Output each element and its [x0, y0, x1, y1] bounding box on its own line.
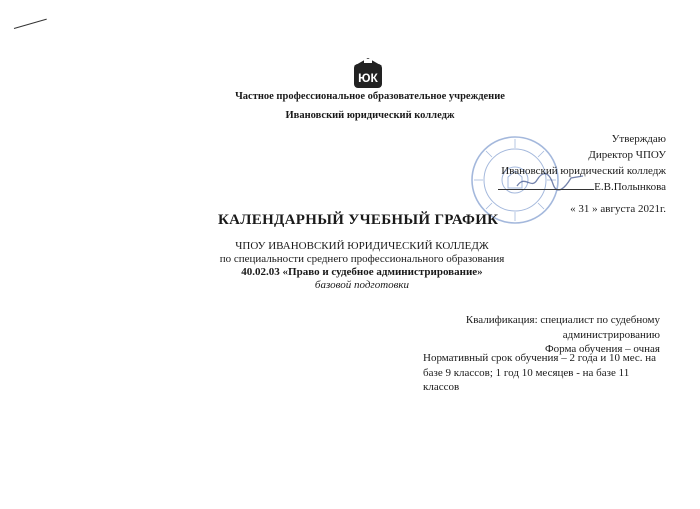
- qualification-line-1: Квалификация: специалист по судебному: [465, 314, 660, 326]
- organization-name: Ивановский юридический колледж: [285, 110, 455, 121]
- organization-type: Частное профессиональное образовательное учреждение: [235, 91, 505, 102]
- svg-text:ЮК: ЮК: [358, 71, 378, 85]
- approval-label: Утверждаю: [611, 133, 666, 145]
- approval-block: [498, 131, 666, 217]
- approval-institution: Ивановский юридический колледж: [501, 165, 666, 177]
- approval-signature-line: [498, 179, 666, 195]
- college-logo: [351, 56, 385, 90]
- approval-date: « 31 » августа 2021г.: [570, 203, 666, 215]
- specialty-line: 40.02.03 «Право и судебное администрирование»: [241, 266, 483, 278]
- qualification-line-2: администрированию: [562, 328, 660, 341]
- signature-line: [498, 179, 594, 190]
- program-block: [212, 240, 512, 292]
- program-line: по специальности среднего профессионального образования: [219, 253, 505, 265]
- normative-term: Нормативный срок обучения – 2 года и 10 мес. на базе 9 классов; 1 год 10 месяцев - на базе 11 классов: [423, 352, 657, 393]
- scan-mark: [14, 19, 47, 29]
- approval-position: Директор ЧПОУ: [588, 149, 666, 161]
- qualification-block: [466, 313, 660, 357]
- training-level: базовой подготовки: [314, 279, 410, 291]
- institution-line: ЧПОУ ИВАНОВСКИЙ ЮРИДИЧЕСКИЙ КОЛЛЕДЖ: [235, 240, 489, 252]
- study-form: Форма обучения – очная: [544, 343, 660, 355]
- approval-signatory: Е.В.Полынкова: [594, 181, 666, 193]
- document-title: КАЛЕНДАРНЫЙ УЧЕБНЫЙ ГРАФИК: [218, 212, 499, 228]
